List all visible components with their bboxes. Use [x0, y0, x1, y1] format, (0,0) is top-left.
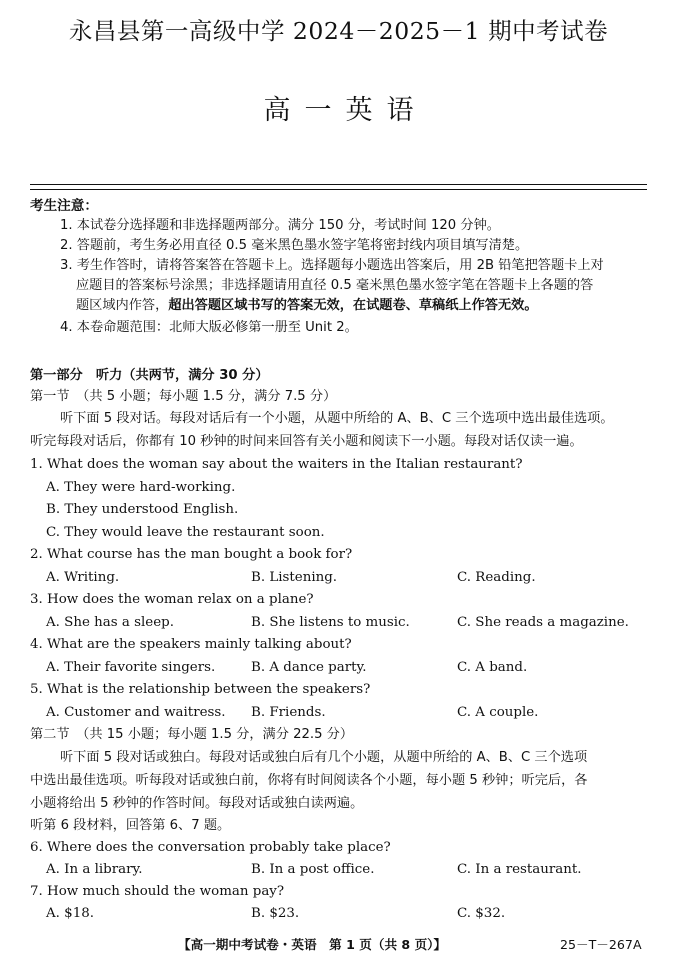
notice-item-3-end [76, 298, 538, 314]
section2-instruction-3: 小题将给出 5 秒钟的作答时间。每段对话或独白读两遍。 [30, 796, 364, 811]
notice-item-3: 3. 考生作答时，请将答案答在答题卡上。选择题每小题选出答案后，用 2B 铅笔把答题卡上对 [60, 258, 604, 273]
notice-item-4: 4. 本卷命题范围：北师大版必修第一册至 Unit 2。 [60, 320, 358, 335]
q7-option-a: A. $18. [46, 906, 94, 921]
header-divider-thin [30, 189, 647, 190]
q3-option-c: C. She reads a magazine. [457, 615, 629, 630]
q5-option-b: B. Friends. [251, 705, 326, 720]
part1-heading: 第一部分 听力（共两节，满分 30 分） [30, 368, 269, 383]
page-footer [178, 934, 446, 953]
exam-subject: 高一英语 [263, 95, 428, 126]
question-1: 1. What does the woman say about the waiters in the Italian restaurant? [30, 457, 523, 472]
q7-option-b: B. $23. [251, 906, 300, 921]
q4-option-a: A. Their favorite singers. [46, 660, 216, 675]
section1-heading: 第一节 （共 5 小题；每小题 1.5 分，满分 7.5 分） [30, 389, 337, 404]
q3-option-a: A. She has a sleep. [46, 615, 174, 630]
q2-option-b: B. Listening. [251, 570, 338, 585]
notice-item-2: 2. 答题前，考生务必用直径 0.5 毫米黑色墨水签字笔将密封线内项目填写清楚。 [60, 238, 529, 253]
q2-option-a: A. Writing. [46, 570, 120, 585]
footer-code: 25－T－267A [560, 937, 642, 952]
q6-option-a: A. In a library. [46, 862, 143, 877]
notice-item-3-tail: 题区域内作答， [76, 298, 169, 313]
header-divider [30, 184, 647, 185]
question-5: 5. What is the relationship between the speakers? [30, 682, 371, 697]
section2-heading: 第二节 （共 15 小题；每小题 1.5 分，满分 22.5 分） [30, 727, 354, 742]
section1-instruction-2: 听完每段对话后，你都有 10 秒钟的时间来回答有关小题和阅读下一小题。每段对话仅读一遍。 [30, 434, 583, 449]
q1-option-b: B. They understood English. [46, 502, 239, 517]
q6-option-c: C. In a restaurant. [457, 862, 582, 877]
q7-option-c: C. $32. [457, 906, 506, 921]
notice-heading: 考生注意： [30, 198, 98, 214]
material-note: 听第 6 段材料，回答第 6、7 题。 [30, 818, 231, 833]
q4-option-c: C. A band. [457, 660, 528, 675]
q6-option-b: B. In a post office. [251, 862, 375, 877]
q2-option-c: C. Reading. [457, 570, 536, 585]
section2-instruction-2: 中选出最佳选项。听每段对话或独白前，你将有时间阅读各个小题，每小题 5 秒钟；听完后，各 [30, 773, 588, 788]
notice-emphasis: 超出答题区域书写的答案无效，在试题卷、草稿纸上作答无效。 [168, 298, 538, 313]
footer-page-info: 【高一期中考试卷・英语 第 1 页（共 8 页）】 [178, 937, 447, 952]
notice-item-3-cont: 应题目的答案标号涂黑；非选择题请用直径 0.5 毫米黑色墨水签字笔在答题卡上各题的答 [76, 278, 594, 293]
question-4: 4. What are the speakers mainly talking about? [30, 637, 352, 652]
exam-title: 永昌县第一高级中学 2024－2025－1 期中考试卷 [68, 17, 609, 45]
section2-instruction-1: 听下面 5 段对话或独白。每段对话或独白后有几个小题，从题中所给的 A、B、C 三个选项 [60, 750, 588, 765]
q5-option-a: A. Customer and waitress. [46, 705, 226, 720]
notice-item-1: 1. 本试卷分选择题和非选择题两部分。满分 150 分，考试时间 120 分钟。 [60, 218, 500, 233]
q3-option-b: B. She listens to music. [251, 615, 410, 630]
q4-option-b: B. A dance party. [251, 660, 367, 675]
question-2: 2. What course has the man bought a book for? [30, 547, 353, 562]
q1-option-c: C. They would leave the restaurant soon. [46, 525, 325, 540]
question-3: 3. How does the woman relax on a plane? [30, 592, 314, 607]
q5-option-c: C. A couple. [457, 705, 539, 720]
question-6: 6. Where does the conversation probably take place? [30, 840, 391, 855]
section1-instruction-1: 听下面 5 段对话。每段对话后有一个小题，从题中所给的 A、B、C 三个选项中选出最佳选项。 [60, 411, 614, 426]
q1-option-a: A. They were hard-working. [46, 480, 236, 495]
question-7: 7. How much should the woman pay? [30, 884, 285, 899]
